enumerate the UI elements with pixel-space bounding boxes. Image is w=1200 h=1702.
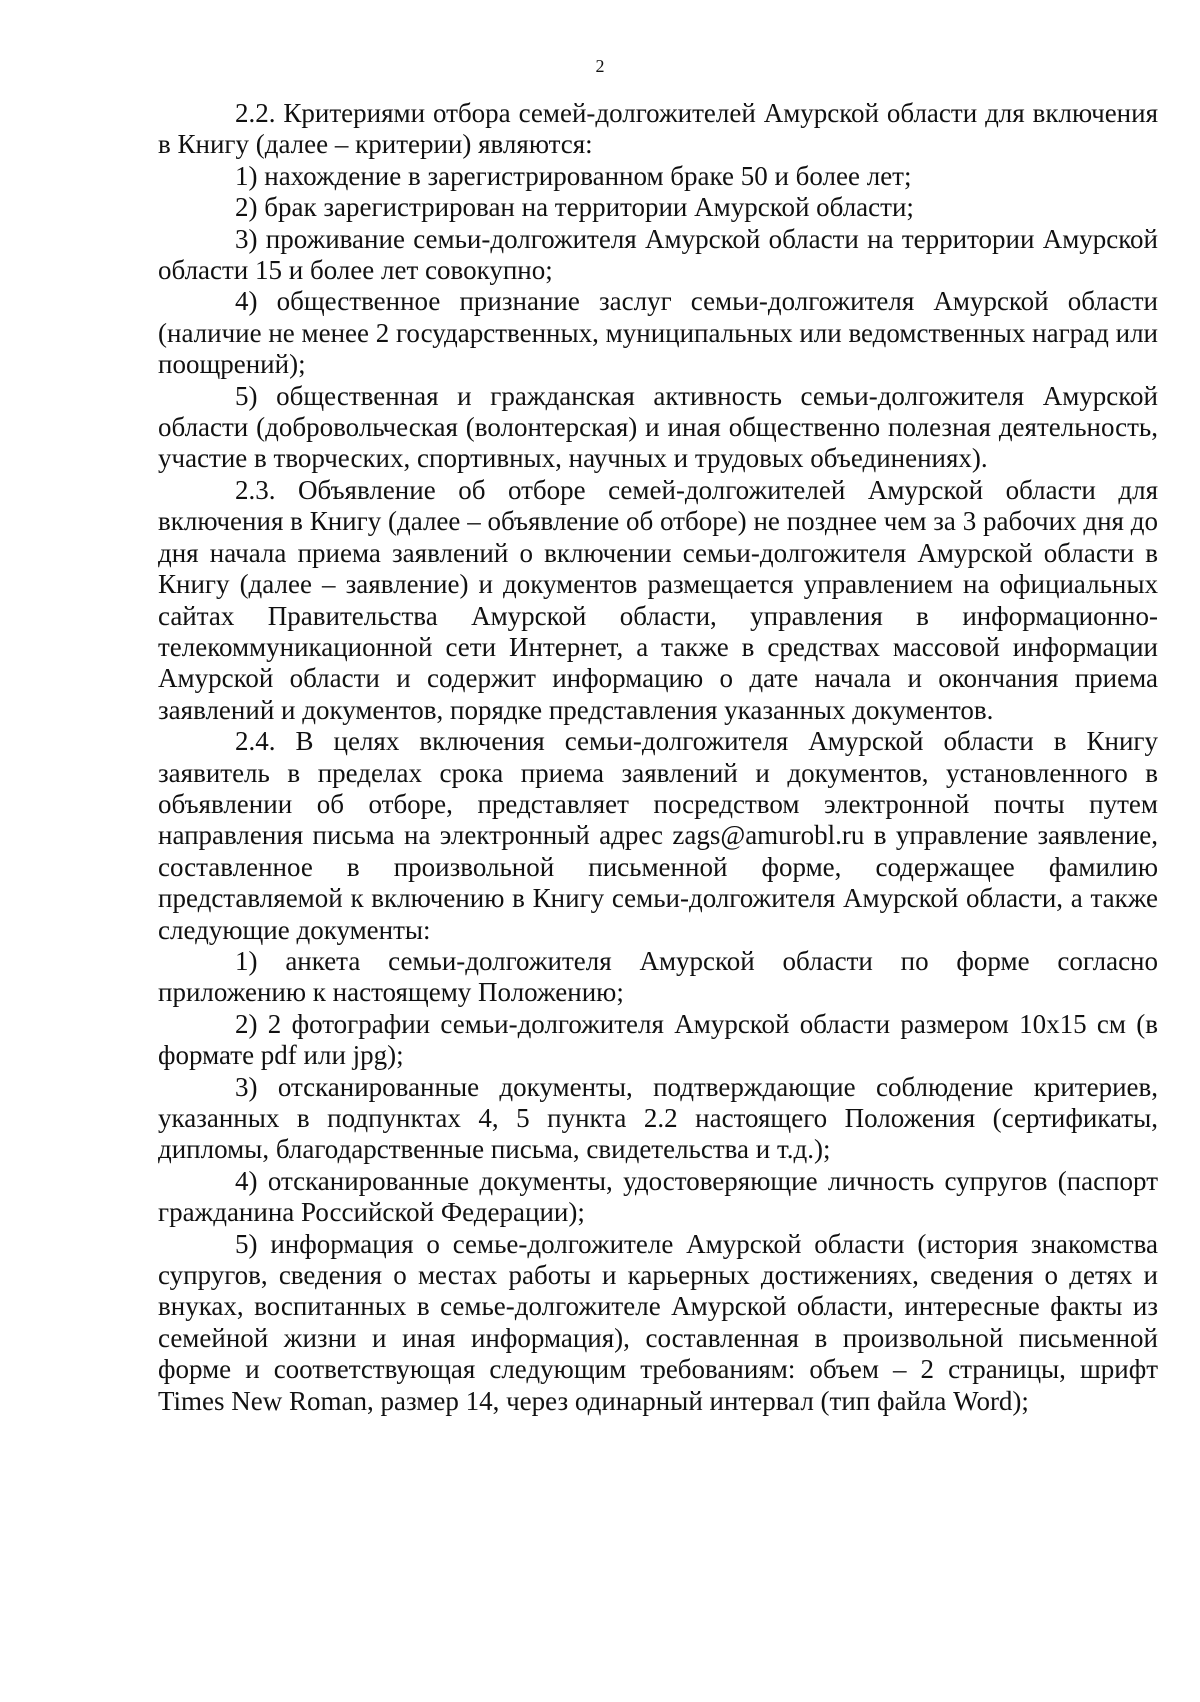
criterion-3: 3) проживание семьи-долгожителя Амурской области на территории Амурской области 15 и более лет совокупно; [158, 223, 1158, 286]
criterion-5: 5) общественная и гражданская активность семьи-долгожителя Амурской области (добровольческая (волонтерская) и иная общественно полезная деятельность, участие в творческих, спортивных, научных и трудовых объединениях). [158, 380, 1158, 474]
criterion-4: 4) общественное признание заслуг семьи-долгожителя Амурской области (наличие не менее 2 государственных, муниципальных или ведомственных наград или поощрений); [158, 286, 1158, 380]
criterion-1: 1) нахождение в зарегистрированном браке 50 и более лет; [235, 160, 912, 191]
page-number: 2 [595, 56, 605, 76]
paragraph-2-4: 2.4. В целях включения семьи-долгожителя Амурской области в Книгу заявитель в пределах срока приема заявлений и документов, установленного в объявлении об отборе, представляет посредством электронной почты путем направления письма на электронный адрес zags@amurobl.ru в управление заявление, составленное в произвольной письменной форме, содержащее фамилию представляемой к включению в Книгу семьи-долгожителя Амурской области, а также следующие документы: [158, 726, 1158, 945]
document-item-2: 2) 2 фотографии семьи-долгожителя Амурской области размером 10х15 см (в формате pdf или jpg); [158, 1008, 1158, 1071]
document-item-4: 4) отсканированные документы, удостоверяющие личность супругов (паспорт гражданина Российской Федерации); [158, 1165, 1158, 1228]
document-item-5: 5) информация о семье-долгожителе Амурской области (история знакомства супругов, сведения о местах работы и карьерных достижениях, сведения о детях и внуках, воспитанных в семье-долгожителе Амурской области, интересные факты из семейной жизни и иная информация), составленная в произвольной письменной форме и соответствующая следующим требованиям: объем – 2 страницы, шрифт Times New Roman, размер 14, через одинарный интервал (тип файла Word); [158, 1228, 1158, 1416]
document-item-3: 3) отсканированные документы, подтверждающие соблюдение критериев, указанных в подпунктах 4, 5 пункта 2.2 настоящего Положения (сертификаты, дипломы, благодарственные письма, свидетельства и т.д.); [158, 1071, 1158, 1165]
criterion-2: 2) брак зарегистрирован на территории Амурской области; [235, 192, 914, 223]
paragraph-2-3: 2.3. Объявление об отборе семей-долгожителей Амурской области для включения в Книгу (далее – объявление об отборе) не позднее чем за 3 рабочих дня до дня начала приема заявлений о включении семьи-долгожителя Амурской области в Книгу (далее – заявление) и документов размещается управлением на официальных сайтах Правительства Амурской области, управления в информационно-телекоммуникационной сети Интернет, а также в средствах массовой информации Амурской области и содержит информацию о дате начала и окончания приема заявлений и документов, порядке представления указанных документов. [158, 474, 1158, 725]
document-item-1: 1) анкета семьи-долгожителя Амурской области по форме согласно приложению к настоящему Положению; [158, 945, 1158, 1008]
document-body [158, 98, 1158, 1417]
paragraph-2-2: 2.2. Критериями отбора семей-долгожителей Амурской области для включения в Книгу (далее – критерии) являются: [158, 98, 1158, 160]
